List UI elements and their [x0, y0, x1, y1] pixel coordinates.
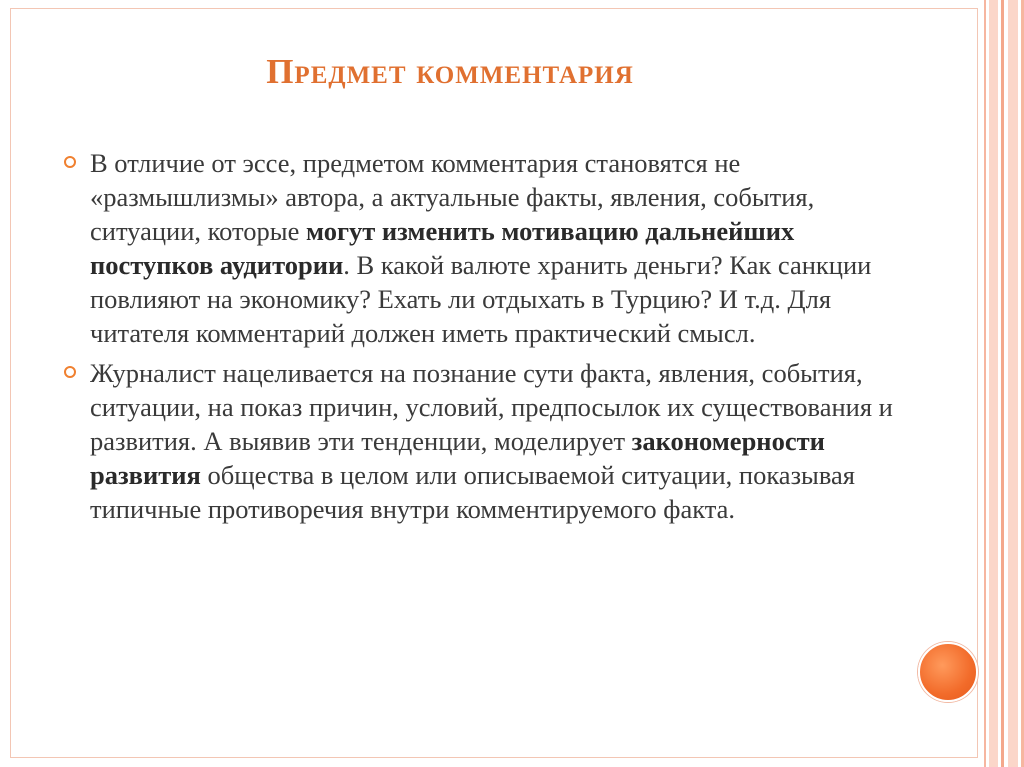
bullet-circle-icon — [64, 366, 76, 378]
bullet-text: . В какой валюте хранить деньги? Как санкции повлияют на экономику? Ехать ли отдыхать в Турцию? И т.д. Для читателя комментарий должен иметь практический смысл. — [90, 250, 872, 348]
decorative-stripes — [978, 0, 1024, 767]
slide-title: Предмет комментария — [266, 52, 634, 91]
bullet-text: Журналист нацеливается на познание сути факта, явления, события, ситуации, на показ причин, условий, предпосылок их существования и развития. А выявив эти тенденции, моделирует — [90, 358, 893, 456]
bullet-text: общества в целом или описываемой ситуации, показывая типичные противоречия внутри комментируемого факта. — [90, 460, 855, 524]
bullet-item — [60, 356, 910, 526]
bullet-text: В отличие от эссе, предметом комментария становятся не «размышлизмы» автора, а актуальные факты, явления, события, ситуации, которые — [90, 148, 815, 246]
bullet-emphasis: закономерности развития — [90, 426, 825, 490]
bullet-item — [60, 146, 910, 350]
bullet-emphasis: могут изменить мотивацию дальнейших поступков аудитории — [90, 216, 795, 280]
decorative-circle-icon — [918, 642, 978, 702]
bullet-circle-icon — [64, 156, 76, 168]
bullet-list — [60, 146, 910, 532]
